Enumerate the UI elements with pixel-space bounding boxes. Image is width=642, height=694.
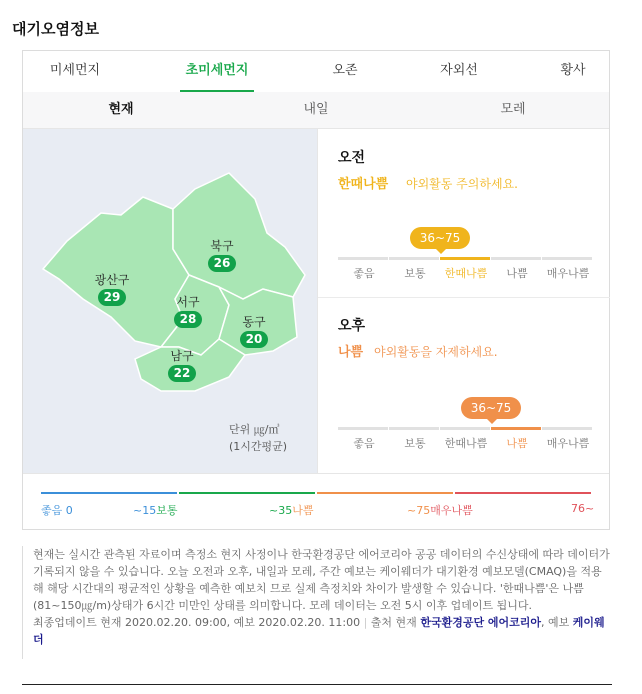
level-label: 매우나쁨 bbox=[546, 437, 590, 450]
bottom-divider bbox=[22, 684, 612, 685]
district-value-seo: 28 bbox=[174, 311, 202, 328]
forecast-panel bbox=[317, 129, 610, 473]
forecast-status-morning: 한때나쁨 bbox=[338, 177, 389, 192]
panel-divider bbox=[318, 297, 610, 298]
air-quality-card bbox=[22, 50, 610, 530]
forecast-message-afternoon: 야외활동을 자제하세요. bbox=[374, 345, 498, 359]
legend-bar bbox=[317, 492, 453, 494]
level-segment bbox=[338, 257, 388, 260]
legend-threshold: ~35 bbox=[269, 504, 293, 517]
legend-bar bbox=[179, 492, 315, 494]
page-title: 대기오염정보 bbox=[12, 20, 99, 38]
level-label: 나쁨 bbox=[506, 437, 528, 450]
legend-text bbox=[41, 502, 73, 518]
tab-uv[interactable]: 자외선 bbox=[440, 63, 478, 78]
level-label: 좋음 bbox=[353, 267, 375, 280]
tab-fine-dust[interactable]: 미세먼지 bbox=[49, 63, 101, 78]
district-name-nam: 남구 bbox=[170, 349, 194, 363]
tab-ozone[interactable]: 오존 bbox=[332, 63, 358, 78]
forecast-period-afternoon: 오후 bbox=[338, 318, 366, 334]
level-segment bbox=[542, 427, 592, 430]
tab-tomorrow[interactable]: 내일 bbox=[303, 102, 329, 117]
level-segment bbox=[491, 427, 541, 430]
district-value-dong: 20 bbox=[240, 331, 268, 348]
level-label: 나쁨 bbox=[506, 267, 528, 280]
tab-day-after-tomorrow[interactable]: 모레 bbox=[500, 102, 526, 117]
level-segment bbox=[440, 427, 490, 430]
level-segment bbox=[338, 427, 388, 430]
legend-text bbox=[407, 502, 473, 518]
forecast-message-morning: 야외활동 주의하세요. bbox=[406, 177, 518, 191]
tab-ultrafine-dust[interactable]: 초미세먼지 bbox=[180, 51, 254, 92]
legend-text bbox=[269, 502, 313, 518]
forecast-period-morning: 오전 bbox=[338, 150, 366, 166]
legend-text bbox=[133, 502, 177, 518]
district-value-nam: 22 bbox=[168, 365, 196, 382]
notes-body: 현재는 실시간 관측된 자료이며 측정소 현지 사정이나 한국환경공단 에어코리아 공공 데이터의 수신상태에 따라 데이터가 기록되지 않을 수 있습니다. 오늘 오전과 오후, 내일과 모레, 주간 예보는 케이웨더가 대기환경 예보모델(CMAQ)을 적용해 해당 시간대의 평균적인 상황을 예측한 예보치 므로 실제 측정치와 차이가 발생할 수 있습니다. '한때나쁨'은 나쁨(81~150㎍/m)상태가 6시간 미만인 상태를 의미합니다. 모레 데이터는 오전 5시 이후 업데이트 됩니다. bbox=[33, 548, 610, 612]
district-name-seo: 서구 bbox=[176, 295, 200, 309]
district-map bbox=[23, 129, 317, 473]
tab-yellow-dust[interactable]: 황사 bbox=[560, 63, 586, 78]
source-label: 출처 현재 bbox=[370, 616, 417, 629]
legend-bar bbox=[41, 492, 177, 494]
source-link-airkorea[interactable]: 한국환경공단 에어코리아 bbox=[420, 616, 542, 629]
range-bubble: 36~75 bbox=[461, 397, 521, 419]
district-name-buk: 북구 bbox=[210, 239, 234, 253]
unit-note: (1시간평균) bbox=[229, 440, 288, 453]
district-value-gwangsan: 29 bbox=[98, 289, 126, 306]
level-legend bbox=[23, 473, 609, 530]
legend-threshold: ~15 bbox=[133, 504, 157, 517]
level-segment bbox=[440, 257, 490, 260]
district-value-buk: 26 bbox=[208, 255, 236, 272]
pollutant-tabs bbox=[23, 51, 609, 93]
legend-label: 나쁨 bbox=[292, 504, 314, 517]
unit-info bbox=[229, 421, 287, 455]
level-segment bbox=[389, 427, 439, 430]
level-segment bbox=[389, 257, 439, 260]
legend-label: 보통 bbox=[156, 504, 178, 517]
level-label: 한때나쁨 bbox=[444, 437, 488, 450]
level-label: 좋음 bbox=[353, 437, 375, 450]
legend-threshold: ~75 bbox=[407, 504, 431, 517]
legend-threshold: 76~ bbox=[571, 502, 595, 515]
day-tabs bbox=[23, 92, 609, 129]
level-segment bbox=[491, 257, 541, 260]
district-name-dong: 동구 bbox=[242, 315, 266, 329]
update-time: 최종업데이트 현재 2020.02.20. 09:00, 예보 2020.02.20. 11:00 bbox=[33, 616, 361, 629]
legend-bar bbox=[455, 492, 591, 494]
level-label: 보통 bbox=[404, 437, 426, 450]
legend-label: 매우나쁨 bbox=[430, 504, 473, 517]
legend-text bbox=[571, 502, 594, 515]
forecast-status-afternoon: 나쁨 bbox=[338, 345, 364, 360]
unit-label: 단위 ㎍/㎥ bbox=[229, 423, 280, 436]
district-name-gwangsan: 광산구 bbox=[94, 273, 130, 287]
tab-today[interactable]: 현재 bbox=[108, 102, 134, 117]
level-label: 매우나쁨 bbox=[546, 267, 590, 280]
source-forecast-label: , 예보 bbox=[541, 616, 570, 629]
source-link-kweather[interactable]: 케이웨더 bbox=[33, 616, 605, 646]
legend-threshold: 0 bbox=[65, 504, 73, 517]
range-bubble: 36~75 bbox=[410, 227, 470, 249]
level-label: 보통 bbox=[404, 267, 426, 280]
legend-label: 좋음 bbox=[41, 504, 63, 517]
update-info: 최종업데이트 현재 2020.02.20. 09:00, 예보 2020.02.20. 11:00 | 출처 현재 한국환경공단 에어코리아, 예보 케이웨더 bbox=[33, 616, 605, 646]
notes-section bbox=[22, 546, 612, 659]
level-segment bbox=[542, 257, 592, 260]
level-label: 한때나쁨 bbox=[444, 267, 488, 280]
